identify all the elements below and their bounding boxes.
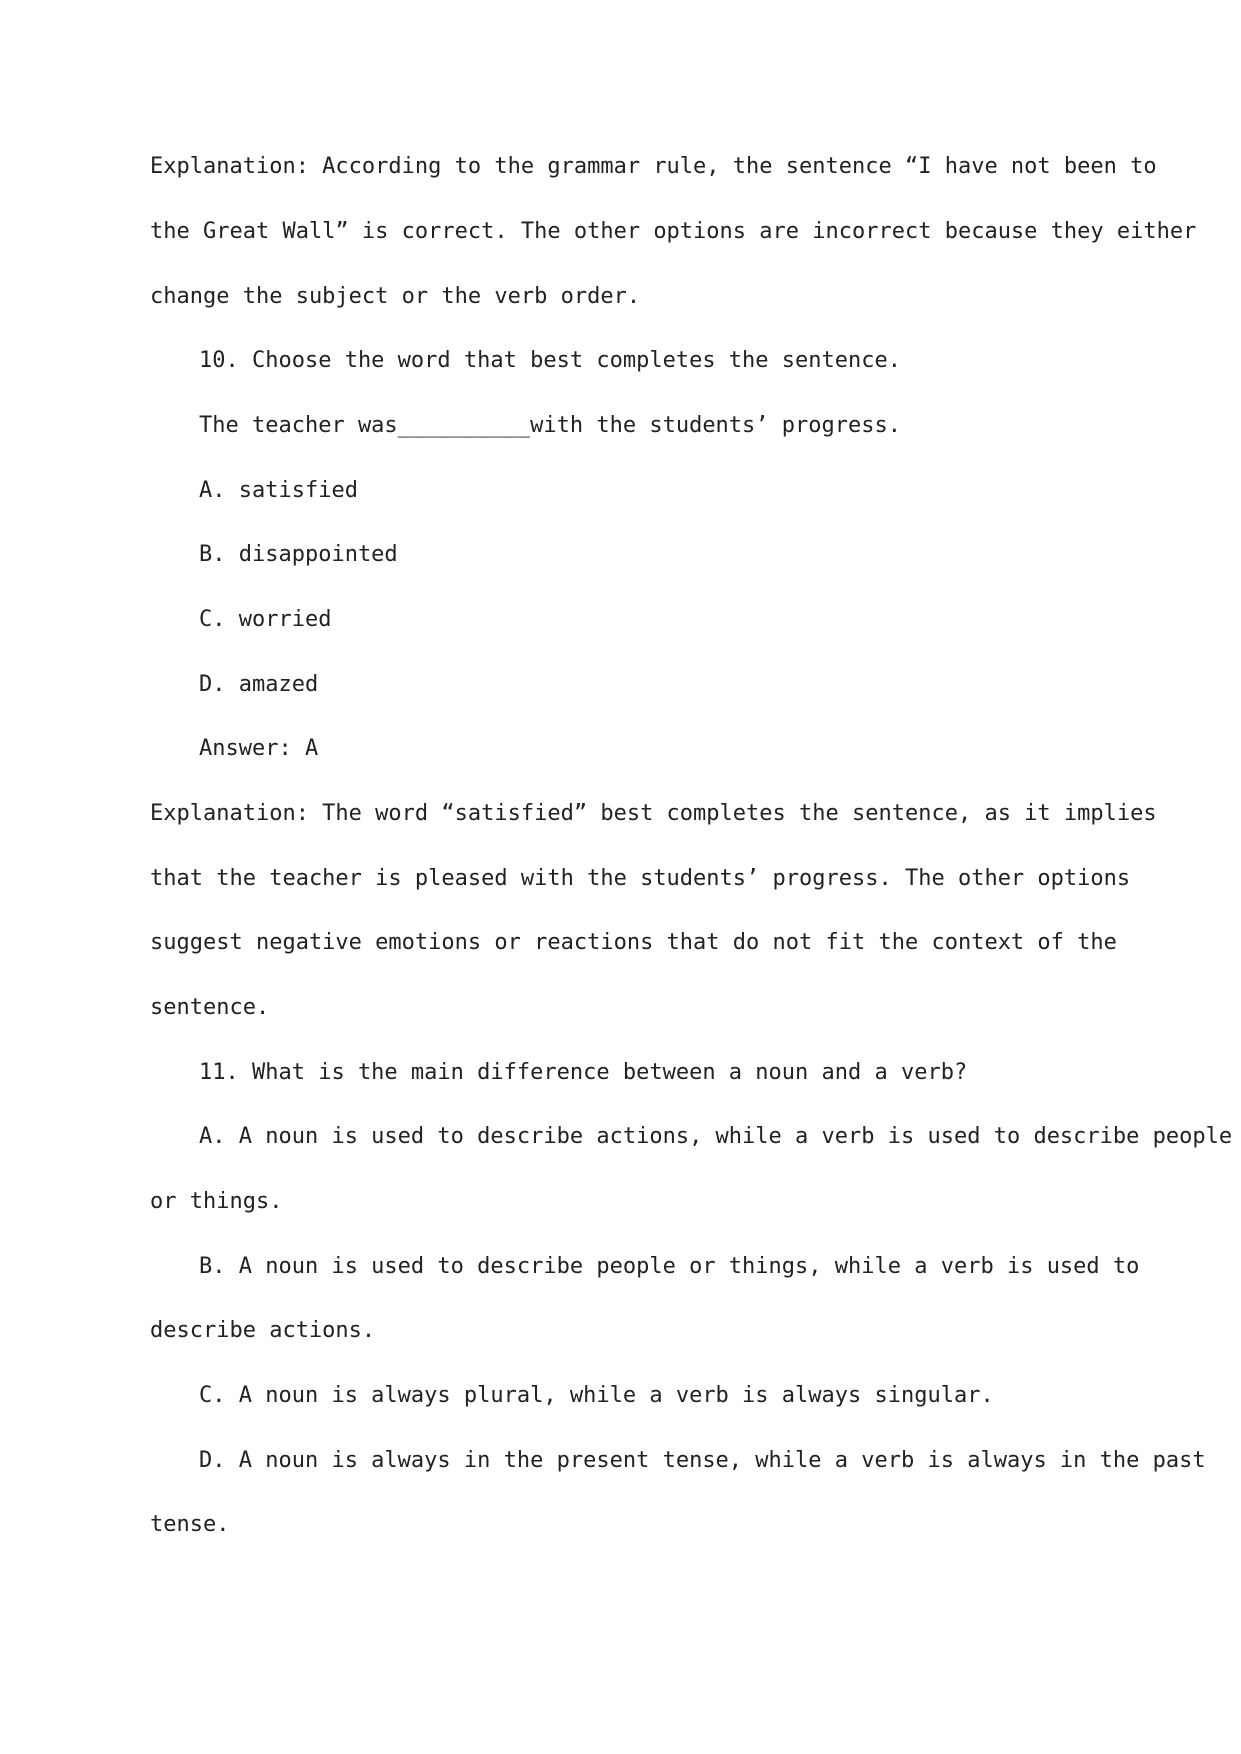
question-11-option-b-cont: describe actions.: [150, 1318, 376, 1343]
question-11-prompt: 11. What is the main difference between a noun and a verb?: [199, 1060, 968, 1085]
question-10-sentence: The teacher was__________with the students’ progress.: [199, 413, 901, 438]
explanation-line: Explanation: According to the grammar rule, the sentence “I have not been to: [150, 154, 1157, 179]
question-11-option-c: C. A noun is always plural, while a verb is always singular.: [199, 1383, 994, 1408]
explanation-line: suggest negative emotions or reactions that do not fit the context of the: [150, 930, 1117, 955]
question-10-option-d: D. amazed: [199, 672, 319, 697]
explanation-line: sentence.: [150, 995, 270, 1020]
question-11-option-a-cont: or things.: [150, 1189, 283, 1214]
question-11-option-a: A. A noun is used to describe actions, while a verb is used to describe people: [199, 1124, 1233, 1149]
question-10-option-b: B. disappointed: [199, 542, 398, 567]
question-11-option-b: B. A noun is used to describe people or things, while a verb is used to: [199, 1254, 1140, 1279]
question-10-option-c: C. worried: [199, 607, 332, 632]
explanation-line: Explanation: The word “satisfied” best completes the sentence, as it implies: [150, 801, 1157, 826]
question-10-answer: Answer: A: [199, 736, 319, 761]
question-11-option-d: D. A noun is always in the present tense, while a verb is always in the past: [199, 1448, 1206, 1473]
question-11-option-d-cont: tense.: [150, 1512, 230, 1537]
explanation-line: the Great Wall” is correct. The other options are incorrect because they either: [150, 219, 1197, 244]
question-10-option-a: A. satisfied: [199, 478, 358, 503]
explanation-line: change the subject or the verb order.: [150, 284, 641, 309]
question-10-prompt: 10. Choose the word that best completes the sentence.: [199, 348, 901, 373]
explanation-line: that the teacher is pleased with the students’ progress. The other options: [150, 866, 1131, 891]
